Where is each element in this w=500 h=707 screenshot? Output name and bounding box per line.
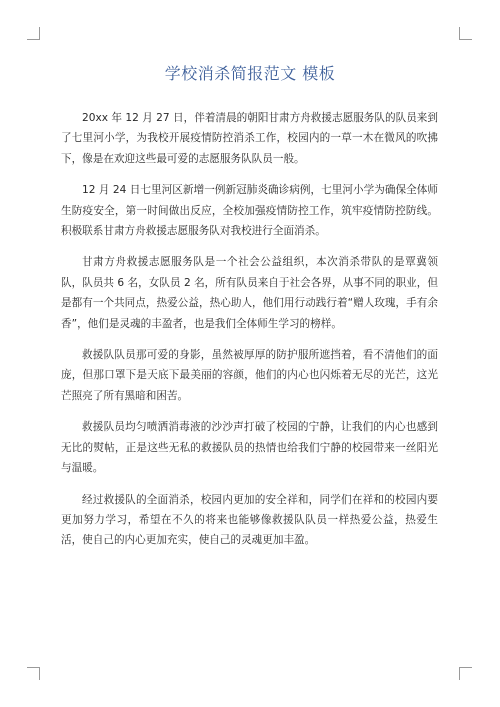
paragraph-1: 20xx 年 12 月 27 日，伴着清晨的朝阳甘肃方舟救援志愿服务队的队员来到了七里河小学，为我校开展疫情防控消杀工作，校园内的一草一木在微风的吹拂下，像是在欢迎这些最可爱的志愿服务队队员一般。 (61, 112, 438, 165)
paragraph-4: 救援队队员那可爱的身影，虽然被厚厚的防护服所遮挡着，看不清他们的面庞，但那口罩下是天底下最美丽的容颜，他们的内心也闪烁着无尽的光芒，这光芒照亮了所有黑暗和困苦。 (61, 349, 438, 402)
crop-mark-bottom-left (27, 667, 40, 680)
paragraph-5: 救援队员均匀喷洒消毒液的沙沙声打破了校园的宁静，让我们的内心也感到无比的熨帖，正是这些无私的救援队员的热情也给我们宁静的校园带来一丝阳光与温暖。 (61, 421, 438, 475)
document-title: 学校消杀简报范文 模板 (164, 64, 336, 83)
paragraph-2: 12 月 24 日七里河区新增一例新冠肺炎确诊病例，七里河小学为确保全体师生防疫安全，第一时间做出反应，全校加强疫情防控工作，筑牢疫情防控防线。积极联系甘肃方舟救援志愿服务队对我校进行全面消杀。 (61, 184, 438, 238)
paragraph-3: 甘肃方舟救援志愿服务队是一个社会公益组织，本次消杀带队的是覃冀领队，队员共 6 名，女队员 2 名，所有队员来自于社会各界，从事不同的职业，但是都有一个共同点，热爱公益，热心助人，他们用行动践行着“赠人玫瑰，手有余香”，他们是灵魂的丰盈者，也是我们全体师生学习的榜样。 (61, 256, 438, 330)
document-body (61, 108, 438, 562)
paragraph-6: 经过救援队的全面消杀，校园内更加的安全祥和，同学们在祥和的校园内要更加努力学习，希望在不久的将来也能够像救援队队员一样热爱公益，热爱生活，使自己的内心更加充实，使自己的灵魂更加丰盈。 (61, 493, 438, 547)
crop-mark-top-left (27, 27, 40, 40)
crop-mark-bottom-right (459, 667, 472, 680)
crop-mark-top-right (459, 27, 472, 40)
